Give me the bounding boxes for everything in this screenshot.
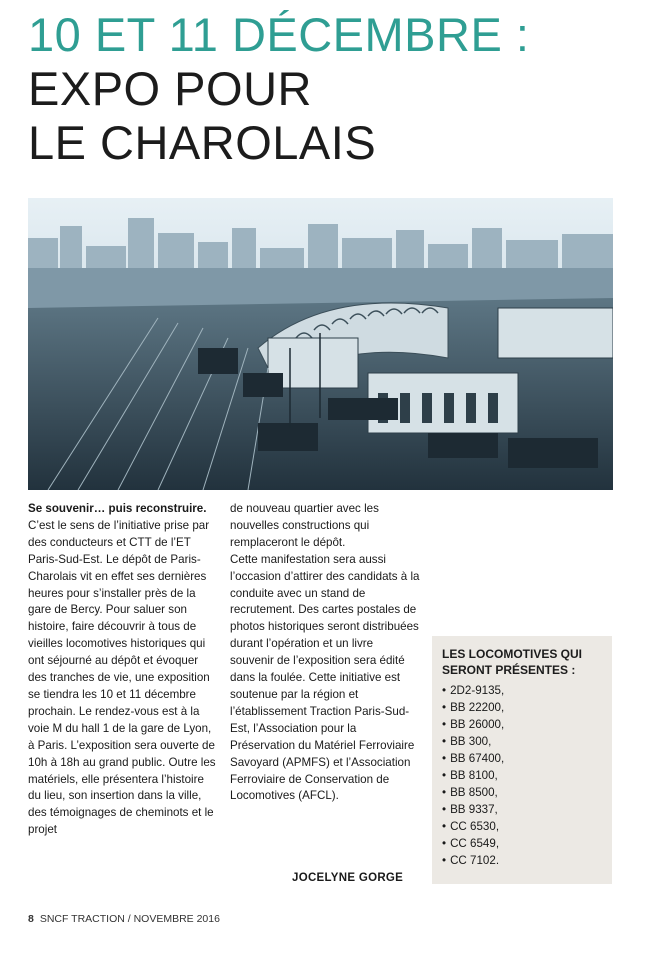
bullet-icon: • — [442, 752, 447, 765]
list-item — [442, 784, 612, 801]
bullet-icon: • — [442, 837, 447, 850]
column-2-paragraph-2: Cette manifestation sera aussi l’occasion d’attirer des candidats à la conduite avec un stand de recrutement. Des cartes postales de photos historiques seront distribuées durant l’opération et un livre souvenir de l’exposition sera édité dans la foulée. Cette initiative est soutenue par la région et l’établissement Traction Paris-Sud-Est, l’Association pour la Préservation du Matériel Ferroviaire Savoyard (APMFS) et l’Association Ferroviaire de Conservation de Locomotives (AFCL). — [230, 552, 420, 803]
list-item-label: BB 9337, — [450, 803, 498, 816]
list-item — [442, 716, 612, 733]
bullet-icon: • — [442, 803, 447, 816]
list-item-label: CC 7102. — [450, 854, 500, 867]
list-item-label: BB 26000, — [450, 718, 505, 731]
bullet-icon: • — [442, 786, 447, 799]
title-line-3: LE CHAROLAIS — [28, 116, 377, 169]
page-number: 8 — [28, 913, 34, 925]
column-1-text: C’est le sens de l’initiative prise par des conducteurs et CTT de l’ET Paris-Sud-Est. Le dépôt de Paris-Charolais vit en effet ses dernières heures pour s’installer près de la gare de Bercy. Pour saluer son histoire, faire découvrir à tous de vieilles locomotives historiques qui ont séjourné au dépôt et évoquer des tranches de vie, une exposition se tiendra les 10 et 11 décembre prochain. Le rendez-vous est à la voie M du hall 1 de la gare de Lyon, à Paris. L’exposition sera ouverte de 10h à 18h au grand public. Outre les matériels, elle présentera l’histoire du lieu, son insertion dans la ville, des témoignages de cheminots et le projet — [28, 518, 216, 837]
list-item — [442, 699, 612, 716]
depot-photo-illustration — [28, 198, 613, 490]
footer-text: SNCF TRACTION / NOVEMBRE 2016 — [39, 913, 220, 925]
list-item-label: BB 8500, — [450, 786, 498, 799]
list-item-label: CC 6530, — [450, 820, 500, 833]
column-2-paragraph-1: de nouveau quartier avec les nouvelles constructions qui remplaceront le dépôt. — [230, 502, 379, 549]
locomotives-sidebar — [432, 636, 612, 884]
title-line-1: 10 ET 11 DÉCEMBRE : — [28, 8, 530, 61]
article-column-2 — [230, 501, 420, 805]
list-item-label: CC 6549, — [450, 837, 500, 850]
bullet-icon: • — [442, 820, 447, 833]
list-item — [442, 801, 612, 818]
list-item — [442, 750, 612, 767]
depot-photo — [28, 198, 613, 490]
article-column-1 — [28, 501, 218, 839]
column-1-paragraph — [28, 501, 218, 839]
list-item-label: 2D2-9135, — [450, 684, 505, 697]
author-signature: JOCELYNE GORGE — [292, 872, 404, 884]
bullet-icon: • — [442, 701, 447, 714]
bullet-icon: • — [442, 769, 447, 782]
list-item-label: BB 22200, — [450, 701, 505, 714]
list-item — [442, 818, 612, 835]
lead-in: Se souvenir… puis reconstruire. — [28, 502, 207, 515]
list-item — [442, 767, 612, 784]
bullet-icon: • — [442, 718, 447, 731]
list-item — [442, 852, 612, 869]
bullet-icon: • — [442, 684, 447, 697]
list-item — [442, 733, 612, 750]
page-footer — [28, 913, 220, 925]
title-line-2: EXPO POUR — [28, 62, 312, 115]
list-item-label: BB 8100, — [450, 769, 498, 782]
article-title — [28, 8, 529, 170]
list-item-label: BB 67400, — [450, 752, 505, 765]
list-item — [442, 682, 612, 699]
bullet-icon: • — [442, 735, 447, 748]
list-item — [442, 835, 612, 852]
locomotive-list — [432, 682, 612, 869]
sidebar-heading: LES LOCOMOTIVES QUI SERONT PRÉSENTES : — [442, 647, 583, 677]
list-item-label: BB 300, — [450, 735, 492, 748]
bullet-icon: • — [442, 854, 447, 867]
